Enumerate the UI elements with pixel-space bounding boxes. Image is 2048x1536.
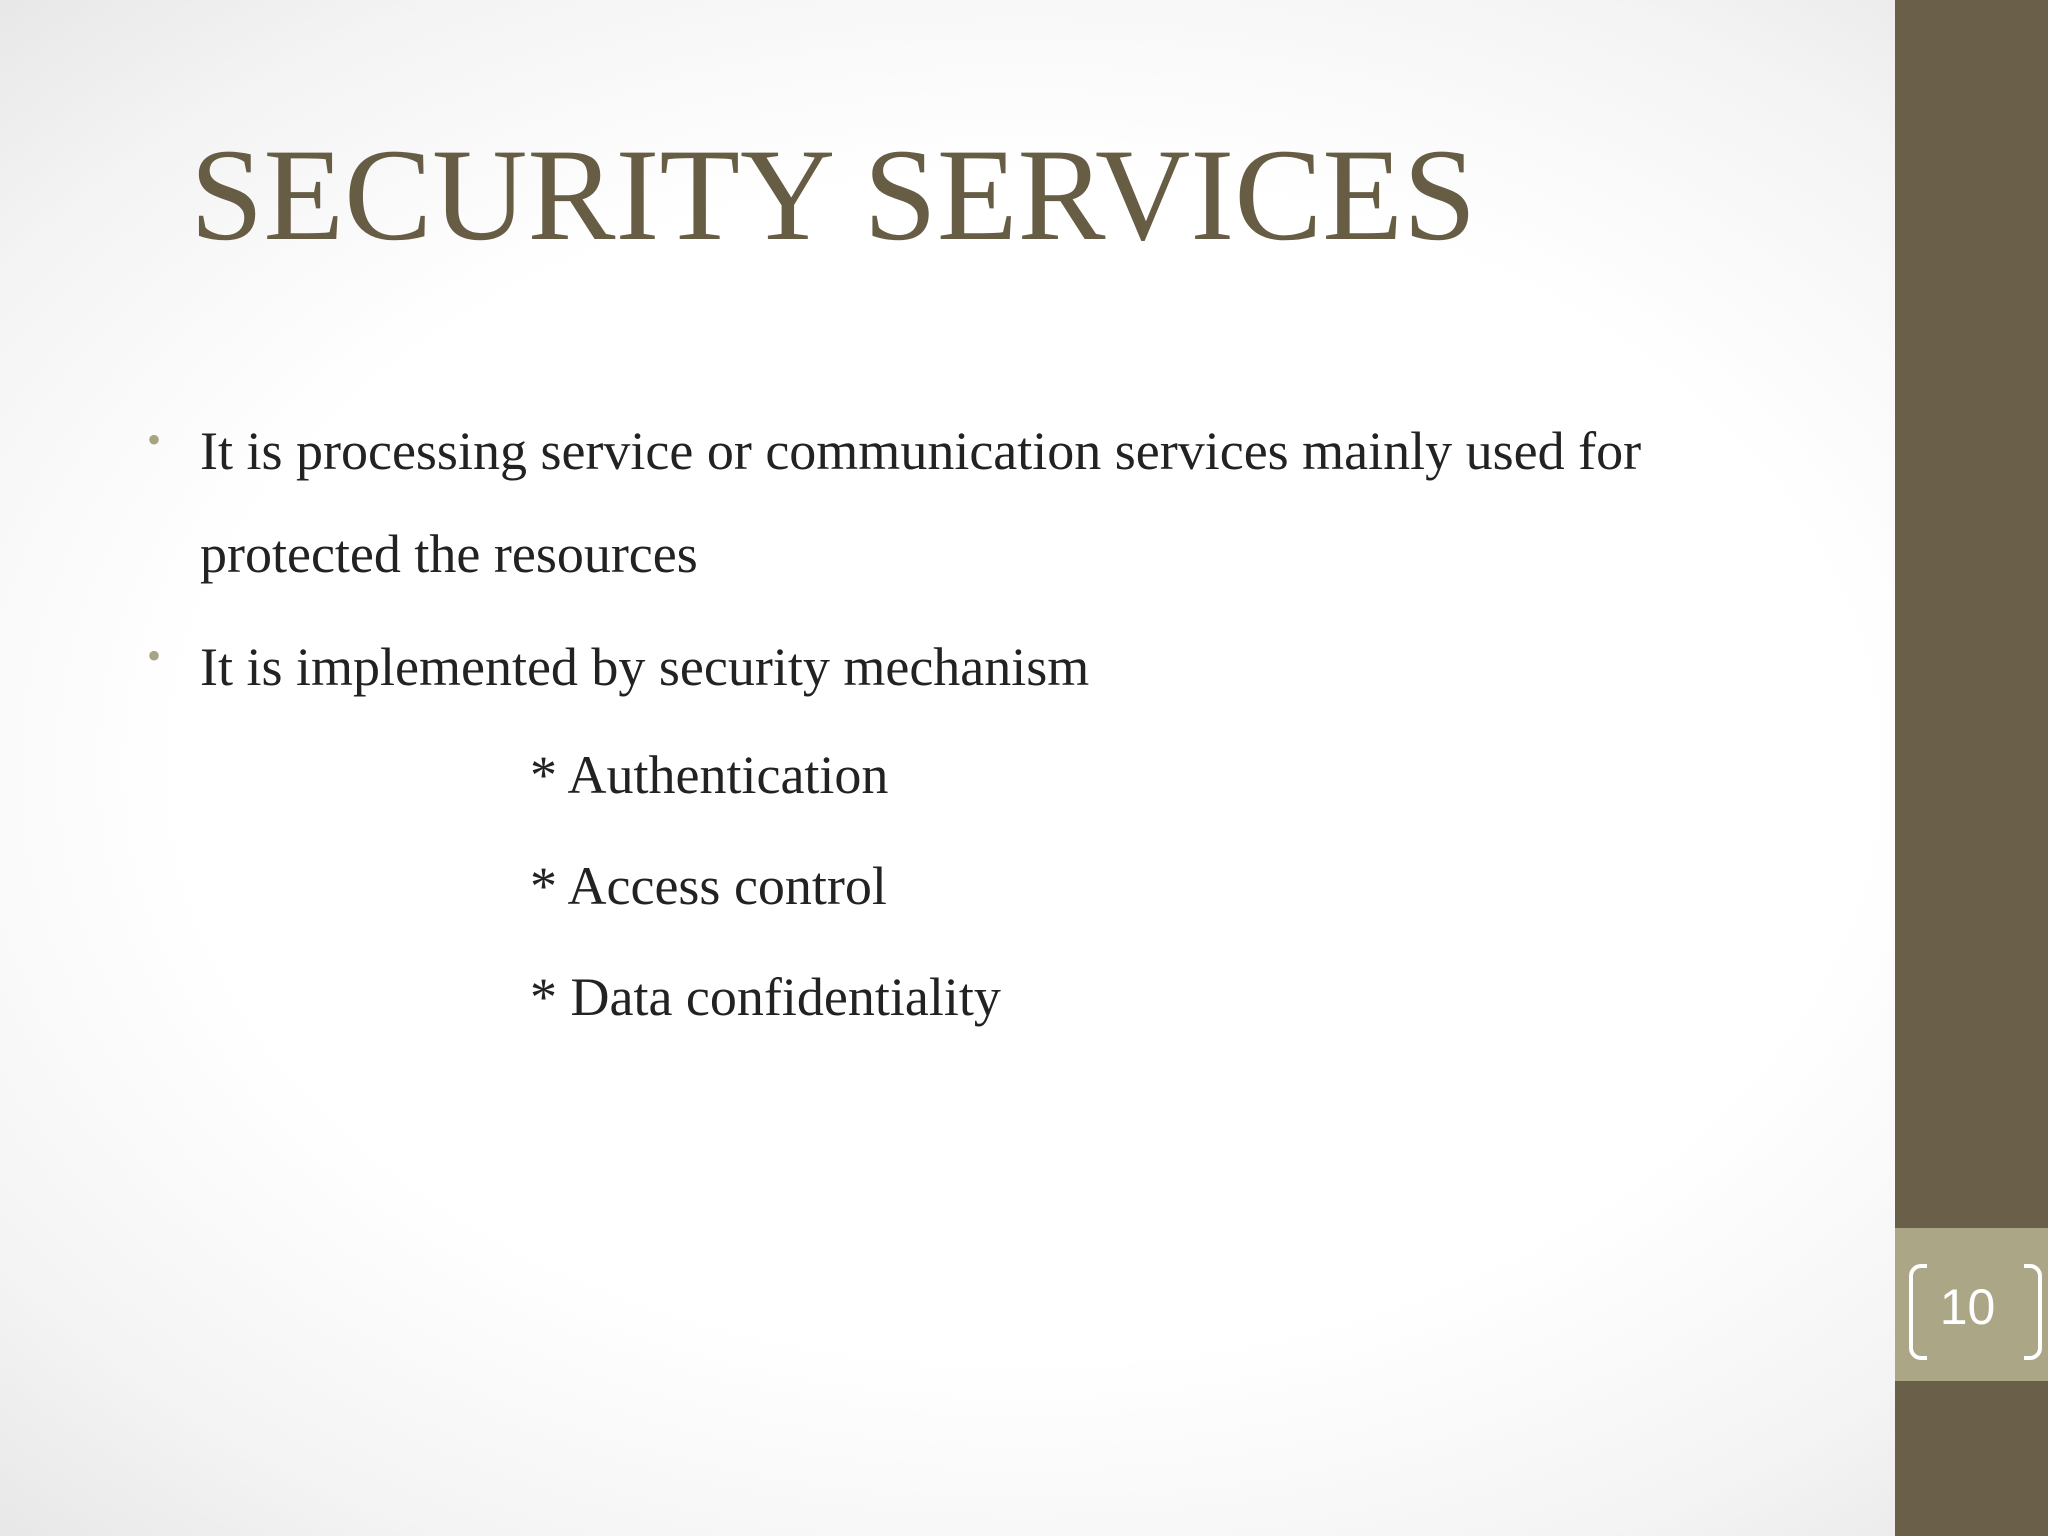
right-bracket-icon <box>2024 1264 2042 1360</box>
sub-item-authentication: * Authentication <box>530 745 889 805</box>
bullet-item <box>145 400 1785 606</box>
bullet-list <box>145 400 1785 729</box>
sub-list <box>530 720 1001 1053</box>
bullet-dot-icon: • <box>147 417 162 462</box>
page-number: 10 <box>1939 1279 1996 1335</box>
bullet-text: It is implemented by security mechanism <box>200 637 1090 697</box>
sub-item-data-confidentiality: * Data confidentiality <box>530 967 1001 1027</box>
bullet-dot-icon: • <box>147 633 162 678</box>
bullet-text: It is processing service or communication services mainly used for protected the resources <box>200 421 1642 584</box>
slide-title: SECURITY SERVICES <box>190 121 1477 268</box>
bullet-item <box>145 616 1785 719</box>
sub-item-access-control: * Access control <box>530 856 887 916</box>
page-number-box <box>1895 1228 2048 1381</box>
